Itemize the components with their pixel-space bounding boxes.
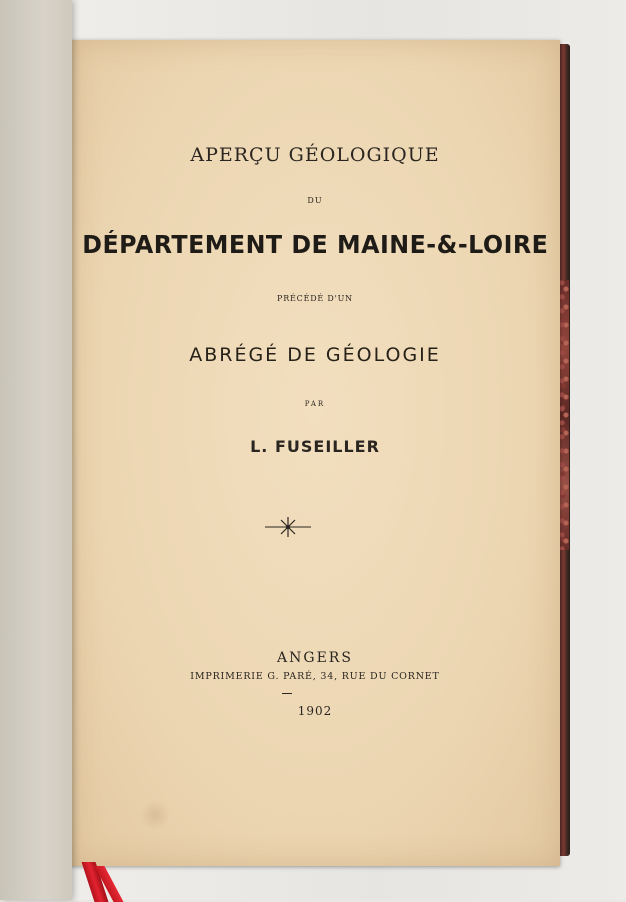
title-line-preceded: PRÉCÉDÉ D'UN [277, 294, 353, 303]
imprint-printer: IMPRIMERIE G. PARÉ, 34, RUE DU CORNET [190, 671, 440, 682]
page-stain [140, 800, 170, 830]
imprint-city: ANGERS [277, 650, 353, 666]
imprint-year: 1902 [297, 704, 333, 718]
author-name: L. FUSEILLER [250, 437, 380, 456]
marbled-spine [559, 280, 569, 550]
title-line-abrege: ABRÉGÉ DE GÉOLOGIE [189, 344, 441, 366]
title-line-du: DU [307, 196, 323, 205]
title-main-heading: DÉPARTEMENT DE MAINE-&-LOIRE [82, 230, 549, 259]
title-line-apercu: APERÇU GÉOLOGIQUE [190, 144, 440, 166]
star-ornament-icon [263, 515, 313, 539]
left-endpaper [0, 0, 72, 900]
imprint-divider [282, 693, 292, 694]
title-line-par: PAR [304, 400, 326, 408]
